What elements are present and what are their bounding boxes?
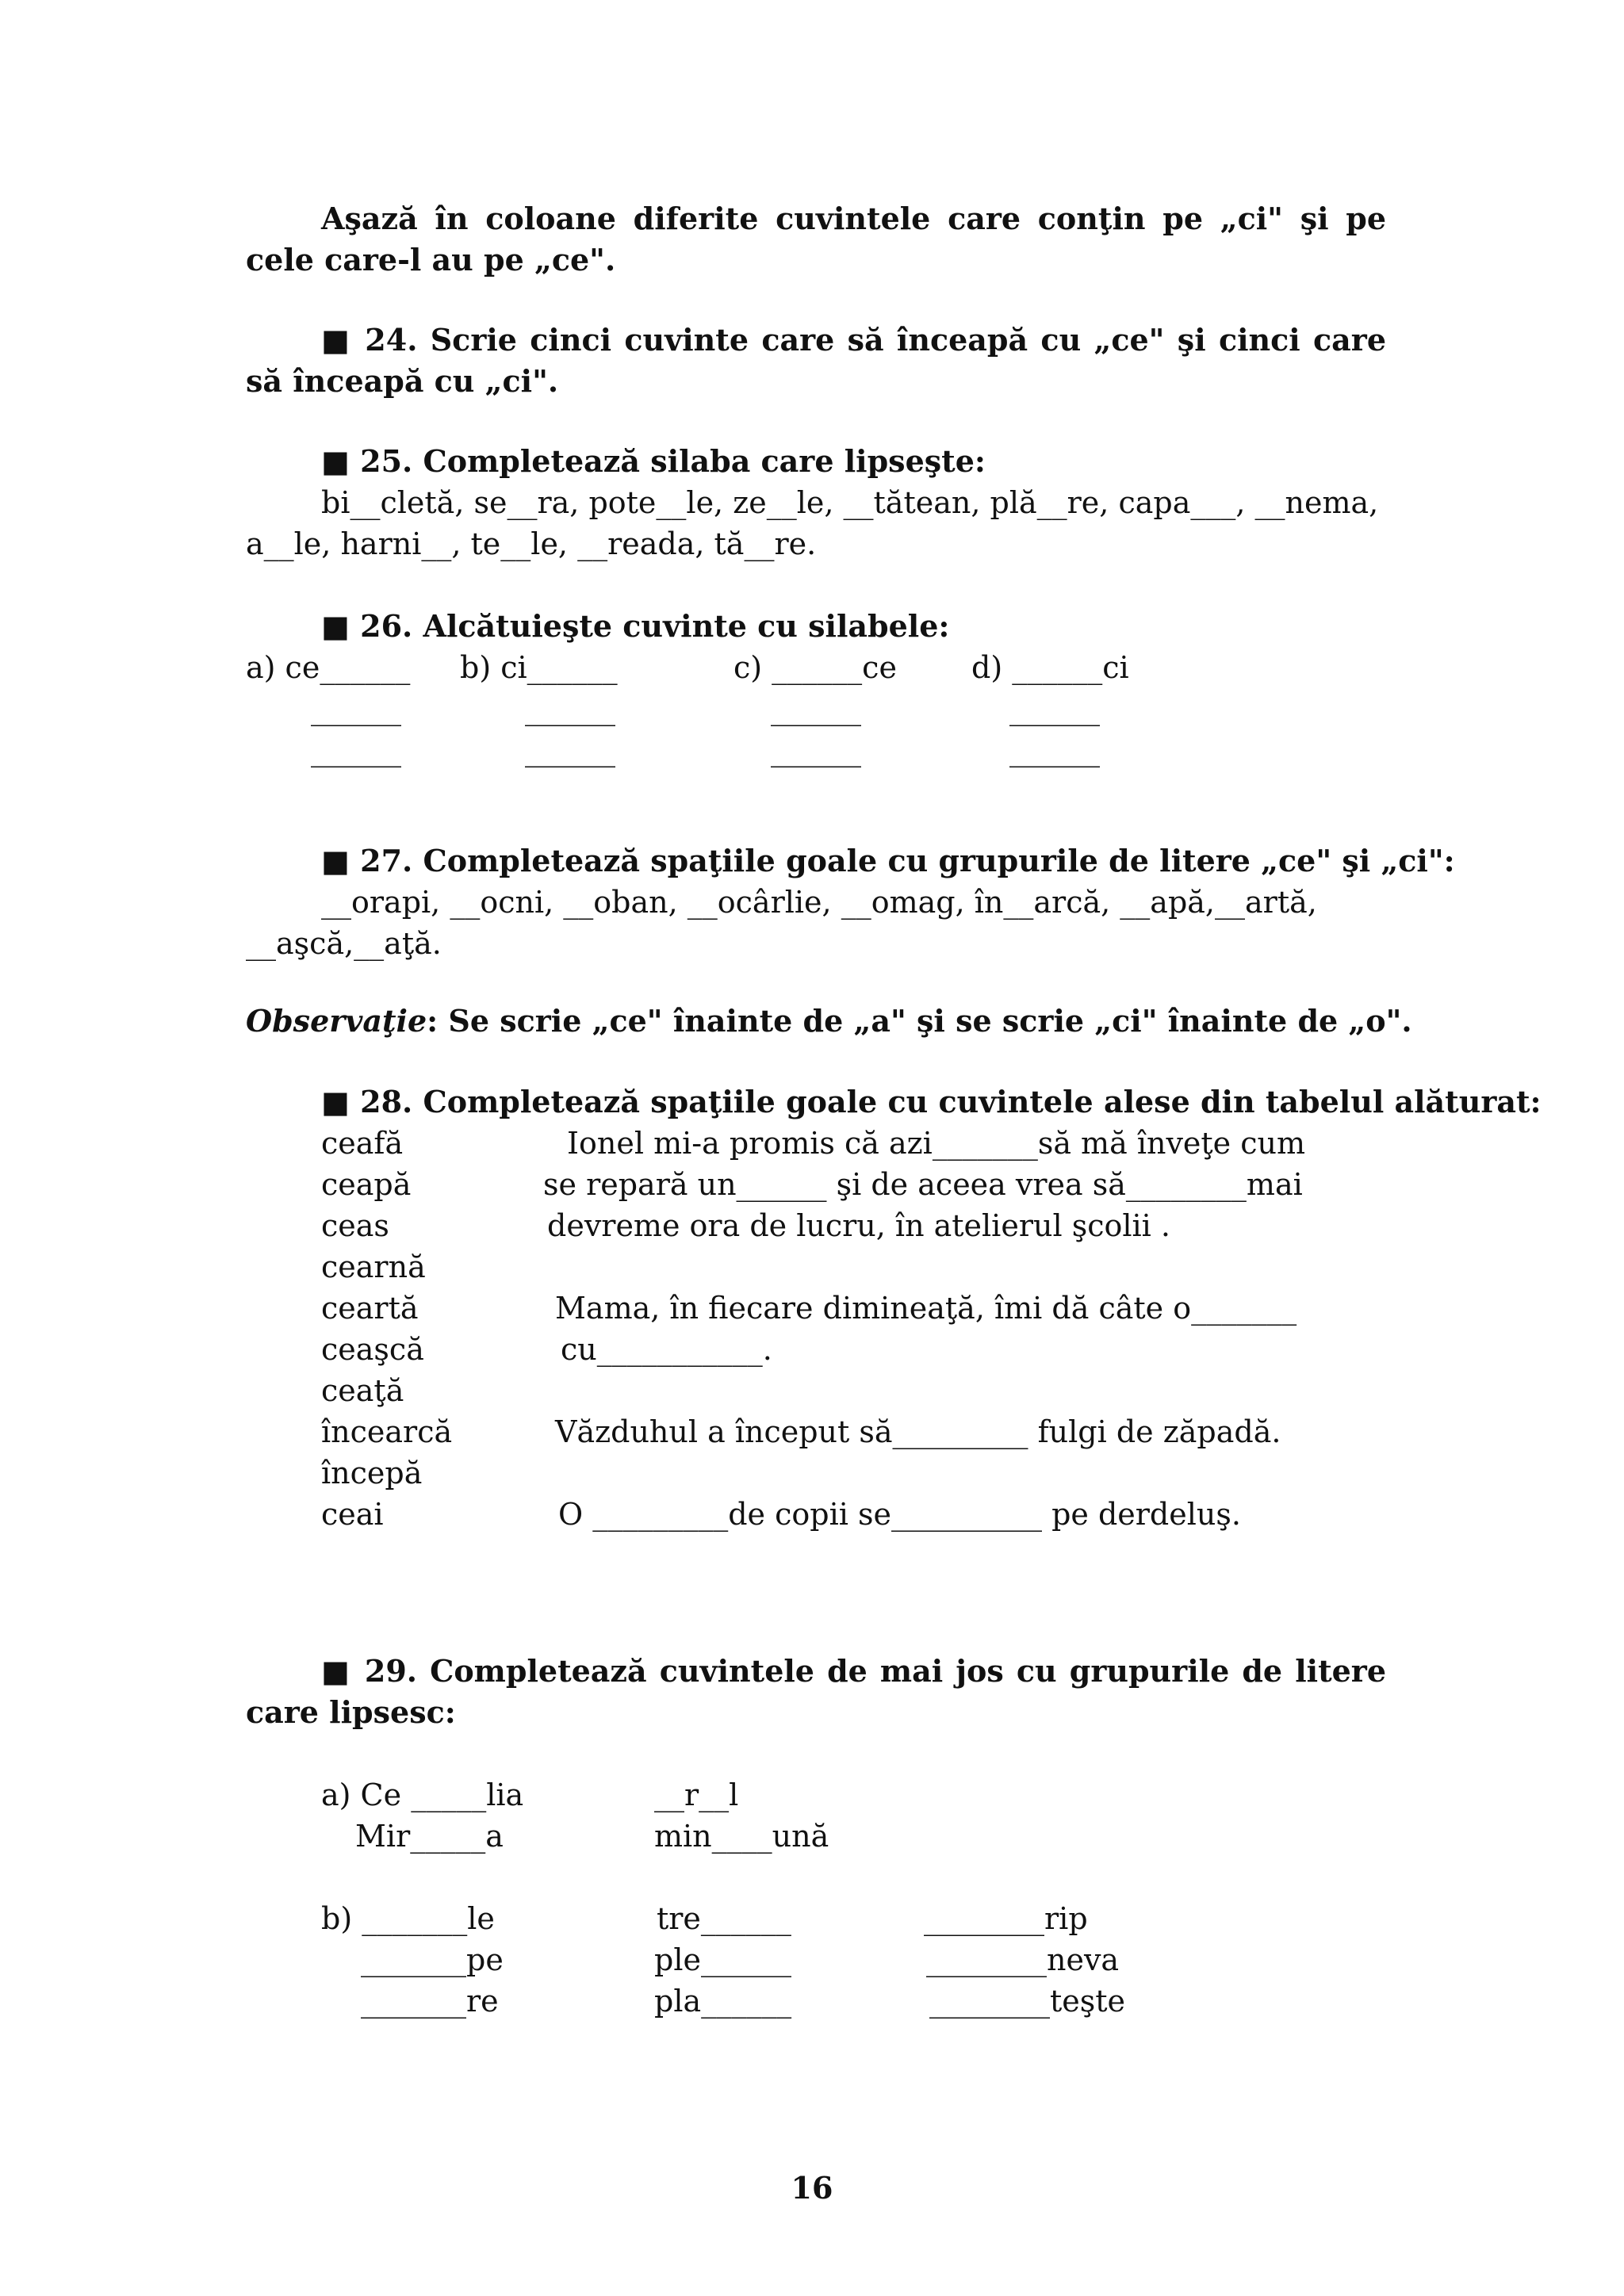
exercise-26-col-a: a) ce______ — [246, 650, 411, 685]
ex29-a-right-1: __r__l — [654, 1777, 739, 1812]
observation — [246, 1001, 1412, 1042]
word-list-item: ceafă — [321, 1126, 404, 1161]
ex29-b-mid-3: pla______ — [654, 1984, 792, 2019]
exercise-25-line-1 — [321, 482, 1386, 523]
ex29-b-mid-1: tre______ — [657, 1901, 791, 1936]
exercise-26-blank: ______ — [771, 733, 861, 767]
observation-label: Observaţie — [246, 1003, 427, 1039]
exercise-27-title: ■ 27. Completează spaţiile goale cu grupurile de litere „ce" şi „ci": — [321, 843, 1455, 878]
exercise-25-line-2: a__le, harni__, te__le, __reada, tă__re. — [246, 526, 817, 561]
word-list-item: începă — [321, 1456, 423, 1490]
intro-instruction — [246, 198, 1386, 281]
ex29-a-left-1: a) Ce _____lia — [321, 1777, 524, 1812]
exercise-24-text: ■ 24. Scrie cinci cuvinte care să înceapă cu „ce" şi cinci care să înceapă cu „ci". — [246, 322, 1386, 399]
sentence-line: Ionel mi-a promis că azi_______să mă înveţe cum — [567, 1126, 1306, 1161]
sentence-line: devreme ora de lucru, în atelierul şcolii . — [547, 1208, 1170, 1243]
ex29-b-right-3: ________teşte — [929, 1984, 1126, 2019]
exercise-26-col-c: c) ______ce — [733, 650, 897, 685]
intro-text: Aşază în coloane diferite cuvintele care conţin pe „ci" şi pe cele care-l au pe „ce". — [246, 201, 1386, 277]
sentence-line: Mama, în fiecare dimineaţă, îmi dă câte o_______ — [555, 1291, 1297, 1326]
exercise-25-line-1-text: bi__cletă, se__ra, pote__le, ze__le, __tătean, plă__re, capa___, __nema, — [321, 485, 1379, 520]
ex29-b-right-1: ________rip — [924, 1901, 1088, 1936]
sentence-line: se repară un______ şi de aceea vrea să________mai — [543, 1167, 1303, 1202]
word-list-item: ceaşcă — [321, 1332, 424, 1367]
exercise-24 — [246, 320, 1386, 402]
ex29-b-right-2: ________neva — [926, 1942, 1120, 1977]
word-list-item: ceartă — [321, 1291, 419, 1326]
page-number: 16 — [791, 2170, 833, 2206]
exercise-26-blank: ______ — [525, 733, 615, 767]
exercise-26-blank: ______ — [311, 733, 401, 767]
ex29-b-left-3: _______re — [361, 1984, 499, 2019]
exercise-27-line-2: __aşcă,__aţă. — [246, 926, 442, 961]
ex29-b-left-2: _______pe — [361, 1942, 504, 1977]
ex29-a-right-2: min____ună — [654, 1819, 829, 1854]
exercise-28-title: ■ 28. Completează spaţiile goale cu cuvintele alese din tabelul alăturat: — [321, 1084, 1542, 1119]
ex29-b-mid-2: ple______ — [654, 1942, 791, 1977]
exercise-27-line-1: __orapi, __ocni, __oban, __ocârlie, __omag, în__arcă, __apă,__artă, — [321, 885, 1317, 920]
observation-text: : Se scrie „ce" înainte de „a" şi se scrie „ci" înainte de „o". — [427, 1003, 1412, 1039]
word-list-item: ceapă — [321, 1167, 412, 1202]
ex29-b-left-1: b) _______le — [321, 1901, 495, 1936]
exercise-29 — [246, 1651, 1386, 1733]
word-list-item: ceaţă — [321, 1373, 404, 1408]
exercise-26-blank: ______ — [525, 691, 615, 726]
exercise-26-blank: ______ — [1009, 733, 1100, 767]
exercise-26-blank: ______ — [771, 691, 861, 726]
sentence-line: cu___________. — [561, 1332, 772, 1367]
exercise-25-title: ■ 25. Completează silaba care lipseşte: — [321, 443, 986, 479]
sentence-line: Văzduhul a început să_________ fulgi de zăpadă. — [555, 1414, 1281, 1449]
ex29-a-left-2: Mir_____a — [355, 1819, 504, 1854]
word-list-item: ceas — [321, 1208, 389, 1243]
exercise-29-title: ■ 29. Completează cuvintele de mai jos cu grupurile de litere care lipsesc: — [246, 1653, 1386, 1730]
word-list-item: ceai — [321, 1497, 384, 1532]
word-list-item: încearcă — [321, 1414, 453, 1449]
exercise-26-col-d: d) ______ci — [971, 650, 1129, 685]
word-list-item: cearnă — [321, 1249, 426, 1284]
exercise-26-title: ■ 26. Alcătuieşte cuvinte cu silabele: — [321, 608, 950, 644]
exercise-26-col-b: b) ci______ — [460, 650, 618, 685]
sentence-line: O _________de copii se__________ pe derdeluş. — [558, 1497, 1241, 1532]
exercise-26-blank: ______ — [311, 691, 401, 726]
exercise-26-blank: ______ — [1009, 691, 1100, 726]
